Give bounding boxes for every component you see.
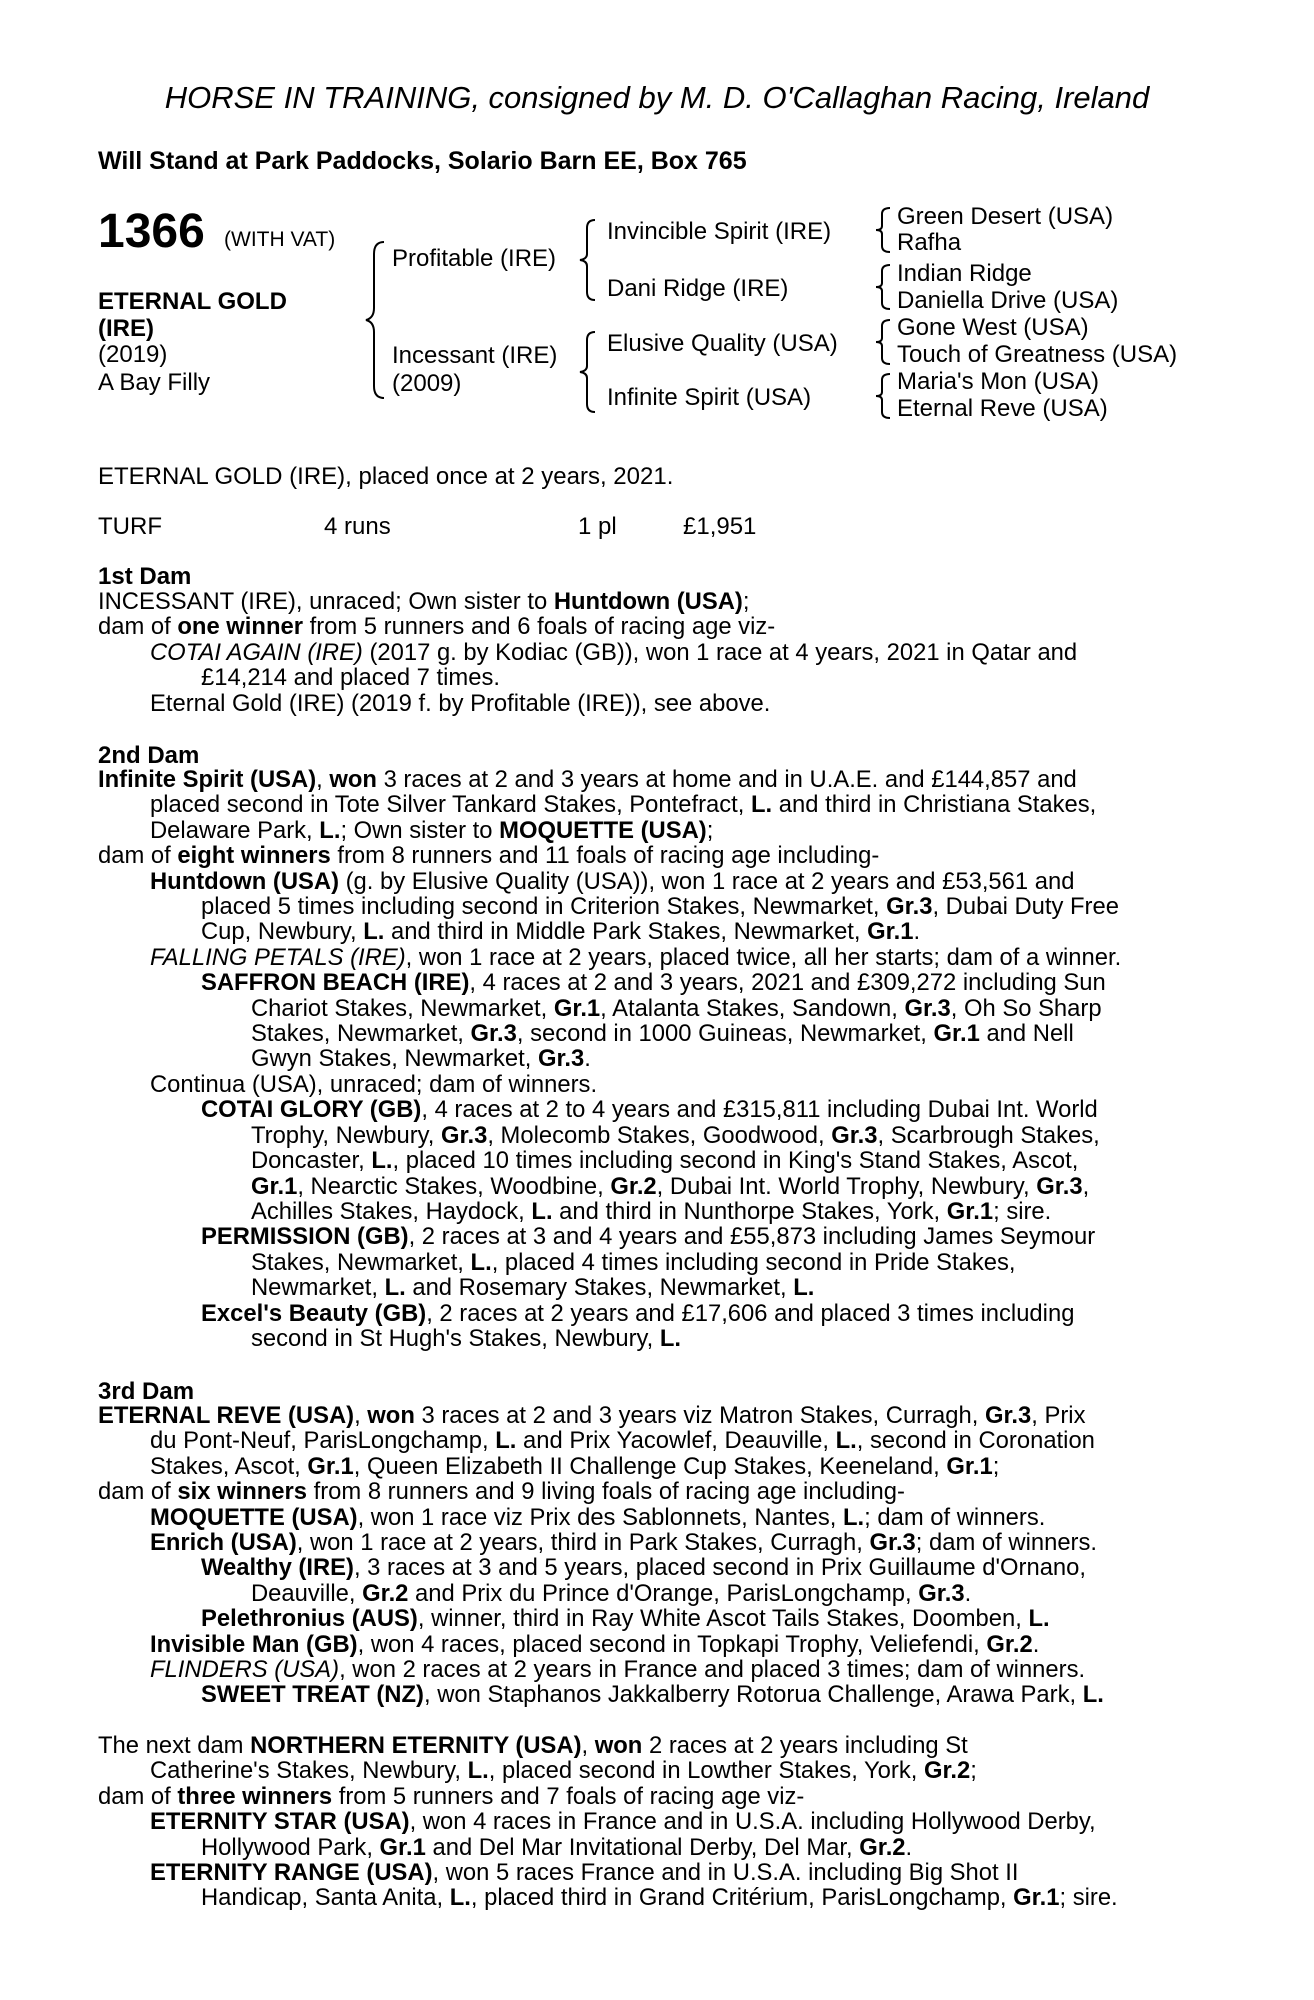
text-run: , 4 races at 2 to 4 years and £315,811 including Dubai Int. World bbox=[421, 1097, 1098, 1123]
italic-run: FALLING PETALS (IRE) bbox=[150, 944, 406, 971]
bold-run: Gr.1 bbox=[946, 1198, 994, 1225]
bold-run: Gr.1 bbox=[867, 919, 914, 945]
text-line bbox=[98, 1097, 1204, 1122]
text-run: Delaware Park, bbox=[150, 817, 320, 844]
text-run: Eternal Gold (IRE) (2019 f. by Profitable (IRE)), see above. bbox=[150, 690, 771, 717]
text-run: Stakes, Ascot, bbox=[150, 1453, 308, 1480]
text-line bbox=[98, 589, 1204, 614]
text-line bbox=[98, 1428, 1204, 1453]
bold-run: Excel's Beauty (GB) bbox=[201, 1300, 427, 1326]
text-run: dam of bbox=[98, 843, 178, 869]
text-line bbox=[98, 1505, 1204, 1530]
record-runs: 4 runs bbox=[324, 513, 391, 540]
text-run: Gwyn Stakes, Newmarket, bbox=[251, 1046, 538, 1072]
text-run: and Del Mar Invitational Derby, Del Mar, bbox=[425, 1834, 860, 1861]
text-line bbox=[98, 792, 1204, 817]
text-line bbox=[98, 894, 1204, 919]
bold-run: MOQUETTE (USA) bbox=[150, 1504, 358, 1531]
second-dam-heading: 2nd Dam bbox=[98, 742, 200, 769]
text-line bbox=[98, 640, 1204, 665]
text-line bbox=[98, 945, 1204, 970]
text-line bbox=[98, 1784, 1204, 1809]
bold-run: L. bbox=[531, 1198, 553, 1225]
bold-run: L. bbox=[371, 1148, 393, 1174]
text-run: , bbox=[581, 1733, 595, 1759]
bold-run: L. bbox=[449, 1885, 471, 1911]
text-line bbox=[98, 1809, 1204, 1834]
text-run: Chariot Stakes, Newmarket, bbox=[251, 995, 554, 1022]
text-run: , Nearctic Stakes, Woodbine, bbox=[297, 1173, 611, 1199]
text-line bbox=[98, 1072, 1204, 1097]
pedigree-sire: Profitable (IRE) bbox=[392, 245, 557, 272]
text-line bbox=[98, 1275, 1204, 1300]
text-line bbox=[98, 1174, 1204, 1199]
text-run: second in St Hugh's Stakes, Newbury, bbox=[251, 1325, 660, 1352]
text-run: Newmarket, bbox=[251, 1275, 385, 1301]
text-run: INCESSANT (IRE), unraced; Own sister to bbox=[98, 589, 554, 615]
pedigree-brace-dam bbox=[578, 330, 598, 414]
bold-run: Gr.1 bbox=[1013, 1885, 1060, 1911]
text-line bbox=[98, 767, 1204, 792]
text-run: , second in Coronation bbox=[856, 1428, 1095, 1454]
bold-run: COTAI GLORY (GB) bbox=[201, 1097, 422, 1123]
italic-run: COTAI AGAIN (IRE) bbox=[150, 639, 363, 666]
text-run: , winner, third in Ray White Ascot Tails Stakes, Doomben, bbox=[417, 1606, 1029, 1632]
bold-run: Gr.3 bbox=[918, 1580, 965, 1607]
text-run: , 3 races at 3 and 5 years, placed second in Prix Guillaume d'Ornano, bbox=[353, 1555, 1087, 1581]
text-run: ; dam of winners. bbox=[915, 1530, 1097, 1556]
text-run: , 2 races at 2 years and £17,606 and placed 3 times including bbox=[426, 1300, 1075, 1326]
text-run: , Molecomb Stakes, Goodwood, bbox=[487, 1122, 832, 1149]
text-run: Continua (USA), unraced; dam of winners. bbox=[150, 1071, 598, 1098]
text-run: 2 races at 2 years including St bbox=[642, 1733, 968, 1759]
text-run: Doncaster, bbox=[251, 1148, 372, 1174]
bold-run: L. bbox=[1082, 1682, 1104, 1708]
bold-run: Huntdown (USA) bbox=[150, 868, 340, 895]
text-run: from 5 runners and 7 foals of racing age viz- bbox=[332, 1783, 805, 1810]
text-run: from 8 runners and 9 living foals of racing age including- bbox=[307, 1479, 905, 1505]
text-run: ; bbox=[970, 1758, 977, 1784]
text-run: and Nell bbox=[979, 1021, 1074, 1047]
text-run: 3 races at 2 and 3 years at home and in U.A.E. and £144,857 and bbox=[376, 767, 1077, 793]
pedigree-dam-year: (2009) bbox=[392, 370, 462, 397]
text-run: from 5 runners and 6 foals of racing age viz- bbox=[302, 614, 776, 640]
bold-run: L. bbox=[659, 1325, 682, 1352]
pedigree-sd-sire: Indian Ridge bbox=[897, 260, 1032, 287]
bold-run: ETERNITY RANGE (USA) bbox=[150, 1860, 433, 1886]
text-line bbox=[98, 1123, 1204, 1148]
bold-run: Gr.2 bbox=[859, 1834, 906, 1861]
bold-run: won bbox=[594, 1733, 643, 1759]
bold-run: won bbox=[329, 767, 377, 793]
horse-country: (IRE) bbox=[98, 315, 154, 342]
third-dam-text bbox=[98, 1403, 1204, 1708]
text-run: , won 1 race viz Prix des Sablonnets, Nantes, bbox=[357, 1504, 843, 1531]
text-run: Achilles Stakes, Haydock, bbox=[251, 1198, 532, 1225]
text-run: , won Staphanos Jakkalberry Rotorua Challenge, Arawa Park, bbox=[423, 1682, 1083, 1708]
text-run: and Prix Yacowlef, Deauville, bbox=[516, 1428, 836, 1454]
record-surface: TURF bbox=[98, 513, 162, 540]
text-run: , won 4 races, placed second in Topkapi Trophy, Veliefendi, bbox=[357, 1631, 987, 1658]
bold-run: L. bbox=[1028, 1606, 1050, 1632]
text-run: placed 5 times including second in Criterion Stakes, Newmarket, bbox=[201, 894, 887, 920]
text-run: Catherine's Stakes, Newbury, bbox=[150, 1758, 468, 1784]
text-run: , placed third in Grand Critérium, ParisLongchamp, bbox=[470, 1885, 1014, 1911]
bold-run: L. bbox=[467, 1758, 489, 1784]
bold-run: Wealthy (IRE) bbox=[201, 1555, 354, 1581]
vat-note: (WITH VAT) bbox=[224, 228, 336, 251]
text-run: , Dubai Int. World Trophy, Newbury, bbox=[656, 1173, 1037, 1199]
text-run: Trophy, Newbury, bbox=[251, 1122, 441, 1149]
text-run: dam of bbox=[98, 1479, 178, 1505]
bold-run: L. bbox=[843, 1504, 865, 1531]
bold-run: Invisible Man (GB) bbox=[150, 1631, 358, 1658]
pedigree-dam: Incessant (IRE) bbox=[392, 342, 558, 369]
text-run: , Atalanta Stakes, Sandown, bbox=[600, 995, 905, 1022]
text-run: ; sire. bbox=[993, 1198, 1052, 1225]
text-run: and Rosemary Stakes, Newmarket, bbox=[405, 1275, 794, 1301]
pedigree-sire-sire: Invincible Spirit (IRE) bbox=[607, 218, 832, 245]
bold-run: L. bbox=[793, 1275, 815, 1301]
bold-run: eight winners bbox=[177, 843, 331, 869]
text-run: . bbox=[905, 1834, 913, 1861]
bold-run: MOQUETTE (USA) bbox=[499, 817, 707, 844]
bold-run: Gr.1 bbox=[933, 1021, 980, 1047]
bold-run: Enrich (USA) bbox=[150, 1530, 297, 1556]
text-run: , placed second in Lowther Stakes, York, bbox=[488, 1758, 924, 1784]
text-line bbox=[98, 869, 1204, 894]
bold-run: Gr.3 bbox=[984, 1403, 1032, 1429]
next-dam-text bbox=[98, 1733, 1204, 1911]
text-line bbox=[98, 1657, 1204, 1682]
bold-run: Gr.3 bbox=[869, 1530, 916, 1556]
horse-description: A Bay Filly bbox=[98, 369, 211, 396]
catalogue-header: HORSE IN TRAINING, consigned by M. D. O'Callaghan Racing, Ireland bbox=[164, 80, 1150, 115]
bold-run: Gr.3 bbox=[1036, 1173, 1083, 1199]
text-line bbox=[98, 1530, 1204, 1555]
text-line bbox=[98, 1224, 1204, 1249]
text-run: and third in Nunthorpe Stakes, York, bbox=[552, 1198, 947, 1225]
text-run: ; bbox=[742, 589, 750, 615]
text-line bbox=[98, 1326, 1204, 1351]
bold-run: Gr.3 bbox=[904, 995, 951, 1022]
text-run: Stakes, Newmarket, bbox=[251, 1021, 471, 1047]
stand-location: Will Stand at Park Paddocks, Solario Barn EE, Box 765 bbox=[98, 147, 747, 175]
text-run: , Queen Elizabeth II Challenge Cup Stakes, Keeneland, bbox=[353, 1453, 947, 1480]
text-run: dam of bbox=[98, 614, 178, 640]
bold-run: L. bbox=[384, 1275, 406, 1301]
text-run: , bbox=[1082, 1173, 1090, 1199]
text-run: ; Own sister to bbox=[340, 817, 500, 844]
bold-run: six winners bbox=[177, 1479, 307, 1505]
text-run: Deauville, bbox=[251, 1580, 363, 1607]
italic-run: FLINDERS (USA) bbox=[150, 1657, 340, 1683]
horse-year: (2019) bbox=[98, 341, 168, 368]
bold-run: Pelethronius (AUS) bbox=[201, 1606, 418, 1632]
bold-run: L. bbox=[495, 1428, 517, 1454]
pedigree-dd-sire: Maria's Mon (USA) bbox=[897, 368, 1099, 395]
text-line bbox=[98, 1758, 1204, 1783]
text-line bbox=[98, 1148, 1204, 1173]
pedigree-ds-sire: Gone West (USA) bbox=[897, 314, 1089, 341]
bold-run: ETERNAL REVE (USA) bbox=[98, 1403, 355, 1429]
pedigree-brace-sire bbox=[578, 218, 598, 302]
record-placed: 1 pl bbox=[578, 513, 617, 540]
text-run: £14,214 and placed 7 times. bbox=[201, 665, 500, 691]
pedigree-brace-sd bbox=[874, 263, 894, 311]
bold-run: won bbox=[367, 1403, 415, 1429]
text-run: and Prix du Prince d'Orange, ParisLongchamp, bbox=[408, 1580, 919, 1607]
bold-run: PERMISSION (GB) bbox=[201, 1224, 409, 1250]
text-run: ; bbox=[706, 817, 714, 844]
bold-run: L. bbox=[751, 792, 773, 818]
bold-run: Gr.1 bbox=[553, 995, 601, 1022]
pedigree-brace-ds bbox=[874, 318, 894, 366]
text-run: , Scarbrough Stakes, bbox=[877, 1122, 1100, 1149]
bold-run: one winner bbox=[177, 614, 303, 640]
text-run: The next dam bbox=[98, 1733, 251, 1759]
text-run: , Oh So Sharp bbox=[950, 995, 1102, 1022]
second-dam-text bbox=[98, 767, 1204, 1351]
text-line bbox=[98, 1555, 1204, 1580]
text-run: Hollywood Park, bbox=[201, 1834, 380, 1861]
bold-run: SWEET TREAT (NZ) bbox=[201, 1682, 424, 1708]
bold-run: Gr.1 bbox=[251, 1173, 298, 1199]
first-dam-text bbox=[98, 589, 1204, 716]
text-run: , bbox=[354, 1403, 368, 1429]
bold-run: Gr.3 bbox=[831, 1122, 878, 1149]
text-run: Stakes, Newmarket, bbox=[251, 1249, 471, 1276]
bold-run: NORTHERN ETERNITY (USA) bbox=[250, 1733, 582, 1759]
bold-run: Gr.1 bbox=[946, 1453, 993, 1480]
text-line bbox=[98, 996, 1204, 1021]
third-dam-heading: 3rd Dam bbox=[98, 1378, 195, 1405]
text-run: (2017 g. by Kodiac (GB)), won 1 race at 4 years, 2021 in Qatar and bbox=[362, 639, 1078, 666]
text-run: (g. by Elusive Quality (USA)), won 1 race at 2 years and £53,561 and bbox=[339, 868, 1075, 895]
bold-run: Gr.1 bbox=[379, 1834, 426, 1861]
bold-run: Gr.2 bbox=[362, 1580, 409, 1607]
bold-run: L. bbox=[470, 1249, 492, 1276]
bold-run: Gr.3 bbox=[470, 1021, 517, 1047]
text-run: . bbox=[913, 919, 921, 945]
bold-run: Gr.3 bbox=[537, 1046, 585, 1072]
lot-number: 1366 bbox=[98, 205, 205, 258]
text-line bbox=[98, 970, 1204, 995]
text-line bbox=[98, 1301, 1204, 1326]
race-summary: ETERNAL GOLD (IRE), placed once at 2 years, 2021. bbox=[98, 463, 674, 490]
pedigree-ds-dam: Touch of Greatness (USA) bbox=[897, 341, 1178, 368]
text-run: , Dubai Duty Free bbox=[932, 894, 1119, 920]
bold-run: SAFFRON BEACH (IRE) bbox=[201, 970, 470, 996]
pedigree-dd-dam: Eternal Reve (USA) bbox=[897, 395, 1108, 422]
text-line bbox=[98, 1606, 1204, 1631]
bold-run: Gr.2 bbox=[986, 1631, 1033, 1658]
text-run: , placed 10 times including second in King's Stand Stakes, Ascot, bbox=[392, 1148, 1079, 1174]
text-line bbox=[98, 691, 1204, 716]
text-line bbox=[98, 1885, 1204, 1910]
text-run: 3 races at 2 and 3 years viz Matron Stakes, Curragh, bbox=[414, 1403, 985, 1429]
text-run: , won 4 races in France and in U.S.A. including Hollywood Derby, bbox=[409, 1809, 1096, 1835]
text-run: , Prix bbox=[1031, 1403, 1086, 1429]
bold-run: Gr.2 bbox=[610, 1173, 657, 1199]
text-run: ; sire. bbox=[1059, 1885, 1118, 1911]
text-run: , won 2 races at 2 years in France and placed 3 times; dam of winners. bbox=[339, 1657, 1086, 1683]
text-run: placed second in Tote Silver Tankard Stakes, Pontefract, bbox=[150, 792, 751, 818]
text-line bbox=[98, 1581, 1204, 1606]
bold-run: Huntdown (USA) bbox=[553, 589, 743, 615]
text-line bbox=[98, 1835, 1204, 1860]
text-line bbox=[98, 1021, 1204, 1046]
text-run: , won 1 race at 2 years, placed twice, all her starts; dam of a winner. bbox=[405, 944, 1122, 971]
bold-run: ETERNITY STAR (USA) bbox=[150, 1809, 410, 1835]
pedigree-brace-main bbox=[364, 240, 388, 400]
text-line bbox=[98, 1682, 1204, 1707]
text-run: . bbox=[1032, 1631, 1040, 1658]
text-run: and third in Middle Park Stakes, Newmarket, bbox=[384, 919, 868, 945]
text-line bbox=[98, 1403, 1204, 1428]
text-line bbox=[98, 614, 1204, 639]
text-line bbox=[98, 1632, 1204, 1657]
bold-run: L. bbox=[363, 919, 385, 945]
text-line bbox=[98, 1860, 1204, 1885]
first-dam-heading: 1st Dam bbox=[98, 563, 192, 590]
text-line bbox=[98, 1733, 1204, 1758]
bold-run: Gr.3 bbox=[886, 894, 933, 920]
pedigree-brace-dd bbox=[874, 372, 894, 420]
text-run: , 2 races at 3 and 4 years and £55,873 including James Seymour bbox=[408, 1224, 1096, 1250]
bold-run: L. bbox=[319, 817, 341, 844]
text-line bbox=[98, 1046, 1204, 1071]
bold-run: Infinite Spirit (USA) bbox=[98, 767, 317, 793]
record-earnings: £1,951 bbox=[683, 513, 757, 540]
bold-run: Gr.2 bbox=[923, 1758, 971, 1784]
text-run: ; bbox=[992, 1453, 1000, 1480]
text-run: , won 5 races France and in U.S.A. including Big Shot II bbox=[432, 1860, 1019, 1886]
pedigree-ss-dam: Rafha bbox=[897, 229, 962, 256]
text-run: Cup, Newbury, bbox=[201, 919, 364, 945]
text-run: du Pont-Neuf, ParisLongchamp, bbox=[150, 1428, 496, 1454]
pedigree-brace-ss bbox=[874, 206, 894, 254]
text-run: , placed 4 times including second in Pride Stakes, bbox=[491, 1249, 1016, 1276]
text-line bbox=[98, 818, 1204, 843]
text-line bbox=[98, 1454, 1204, 1479]
bold-run: three winners bbox=[177, 1783, 333, 1810]
text-run: dam of bbox=[98, 1783, 178, 1810]
pedigree-dam-sire: Elusive Quality (USA) bbox=[607, 330, 838, 357]
bold-run: Gr.1 bbox=[307, 1453, 354, 1480]
text-run: . bbox=[584, 1046, 591, 1072]
text-run: ; dam of winners. bbox=[864, 1504, 1046, 1531]
text-line bbox=[98, 1199, 1204, 1224]
text-run: and third in Christiana Stakes, bbox=[772, 792, 1097, 818]
text-line bbox=[98, 665, 1204, 690]
pedigree-dam-dam: Infinite Spirit (USA) bbox=[607, 384, 812, 411]
text-run: , second in 1000 Guineas, Newmarket, bbox=[516, 1021, 934, 1047]
text-run: Handicap, Santa Anita, bbox=[201, 1885, 450, 1911]
text-line bbox=[98, 843, 1204, 868]
text-run: , bbox=[316, 767, 330, 793]
pedigree-ss-sire: Green Desert (USA) bbox=[897, 203, 1114, 230]
text-run: from 8 runners and 11 foals of racing age including- bbox=[330, 843, 880, 869]
pedigree-sire-dam: Dani Ridge (IRE) bbox=[607, 275, 789, 302]
bold-run: L. bbox=[835, 1428, 857, 1454]
text-line bbox=[98, 919, 1204, 944]
text-run: , won 1 race at 2 years, third in Park Stakes, Curragh, bbox=[296, 1530, 870, 1556]
text-run: , 4 races at 2 and 3 years, 2021 and £309,272 including Sun bbox=[469, 970, 1106, 996]
horse-name: ETERNAL GOLD bbox=[98, 288, 287, 315]
bold-run: Gr.3 bbox=[441, 1122, 488, 1149]
text-line bbox=[98, 1250, 1204, 1275]
pedigree-sd-dam: Daniella Drive (USA) bbox=[897, 287, 1119, 314]
text-line bbox=[98, 1479, 1204, 1504]
text-run: . bbox=[964, 1580, 972, 1607]
